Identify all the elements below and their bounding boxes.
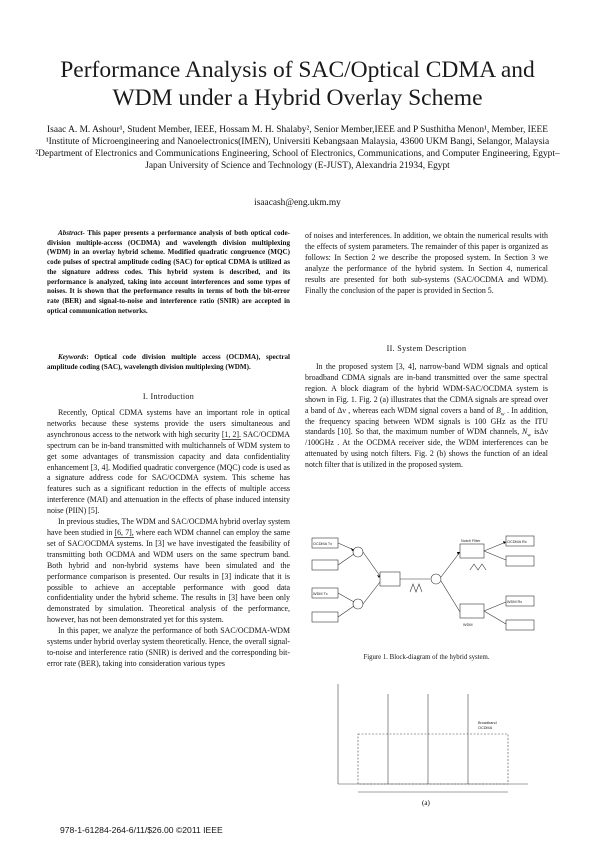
system-text-a: In the proposed system [3, 4], narrow-band WDM signals and optical broadband CDMA signals are in-band transmitted over the same spectral region. A block diagram of the hybrid WDM-SAC/OCDMA system is shown in Fig. 1. Fig. 2 (a) illustrates that the CDMA signals are spread over a band of Δν , whereas each WDM signal covers a band of: [305, 362, 548, 415]
intro-p1-text-a: Recently, Optical CDMA systems have an important role in optical networks because these systems provide the users simultaneous and asynchronous access to the network with high security: [47, 408, 290, 439]
symbol-bw: B: [495, 405, 501, 415]
spectrum-sketch-2: [410, 584, 422, 592]
system-paragraph: [305, 362, 548, 471]
citation-link[interactable]: [6, 7],: [114, 527, 134, 537]
abstract-label: Abstract-: [58, 229, 85, 237]
intro-p2-text-a: In previous studies, The WDM and SAC/OCDMA hybrid overlay system have been studied in: [47, 517, 290, 537]
intro-p1-text-b: SAC/OCDMA spectrum can be in-band transmitted with multichannels of WDM system to get some advantages of transmission capacity and data confidentiality enhancement [3, 4]. Modified quadratic convergence (MQC) code is used as a signature address code for SAC/OCDMA system. This scheme has features such as a significant reduction in the effects of multiple access interference (MAI) and attenuation in the effects of phase induced intensity noise (PIIN) [5].: [47, 429, 290, 516]
symbol-nw-sub: w: [527, 433, 532, 440]
label-ocdma-tx: OCDMA Tx: [313, 542, 333, 546]
author-email[interactable]: isaacash@eng.ukm.my: [254, 198, 341, 208]
intro-paragraph-2: [47, 517, 290, 626]
abstract: [47, 229, 290, 316]
label-broadband: Broadband: [478, 721, 497, 725]
intro-paragraph-1: [47, 408, 290, 517]
symbol-nw: N: [522, 427, 528, 437]
keywords-label: Keywords: [58, 353, 87, 361]
intro-p2-text-b: where each WDM channel can employ the same set of SAC/OCDMA systems. In [3] we have investigated the feasibility of transmitting both OCDMA and WDM users on the same spectrum band. Both hybrid and non-hybrid systems have been simulated and the performance comparison is presented. Our results in [3] indicate that it is possible to achieve an acceptable performance with good data confidentiality under the hybrid scheme. The results in [3] have been only demonstrated by simulation. Theoretical analysis of the performance, however, has not been demonstrated yet for this system.: [47, 527, 290, 625]
block-wdm-demux: [460, 604, 484, 618]
column-left-body: [47, 408, 290, 670]
intro-paragraph-3: In this paper, we analyze the performance of both SAC/OCDMA-WDM systems under hybrid overlay system theoretically. Hence, the overall signal-to-noise and interference ratio (SNIR) is derived and the corresponding bit-error rate (BER), taking into consideration various types: [47, 626, 290, 668]
splitter: [431, 574, 441, 584]
author-block: [30, 124, 565, 172]
label-wdm: WDM: [463, 623, 473, 627]
spectrum-sketch-1: [470, 564, 486, 570]
symbol-bw-sub: w: [500, 411, 505, 418]
author-line: Isaac A. M. Ashour¹, Student Member, IEEE, Hossam M. H. Shalaby², Senior Member,IEEE and P Susthitha Menon¹, Member, IEEE: [47, 125, 548, 135]
figure-2a-sublabel: (a): [422, 799, 430, 807]
affiliation-1: ¹Institute of Microengineering and Nanoelectronics(IMEN), Universiti Kebangsaan Malaysia, 43600 UKM Bangi, Selangor, Malaysia: [45, 137, 550, 147]
column-right-body: [305, 362, 548, 471]
label-notch-filter: Notch Filter: [461, 539, 481, 543]
column-right-top: [305, 231, 548, 296]
label-wdm-tx: WDM Tx: [313, 592, 328, 596]
label-wdm-rx: WDM Rx: [507, 600, 523, 604]
page-footer: 978-1-61284-264-6/11/$26.00 ©2011 IEEE: [60, 825, 223, 835]
section-heading-intro: I. Introduction: [142, 392, 195, 401]
affiliation-2: ²Department of Electronics and Communications Engineering, School of Electronics, Communications, and Computer Engineering, Egypt–Japan University of Science and Technology (E-JUST), Alexandria 21934, Egypt: [35, 149, 560, 171]
label-ocdma: OCDMA: [478, 726, 493, 730]
figure-2a-spectrum: [318, 664, 538, 808]
coupler-2: [353, 599, 363, 609]
block-wdm-tx-2: [312, 612, 338, 622]
citation-link[interactable]: [1, 2].: [221, 429, 241, 439]
keywords: [47, 353, 290, 372]
block-notch-filter: [460, 544, 484, 558]
block-ocdma-tx-2: [312, 560, 338, 570]
broadband-ocdma-band: [358, 734, 508, 784]
label-ocdma-rx: OCDMA Rx: [507, 540, 527, 544]
system-text-c: isΔν /100GHz . At the OCDMA receiver side, the WDM interferences can be attenuated by using notch filters. Fig. 2 (b) shows the function of an ideal notch filter that is utilized in the proposed system.: [305, 427, 548, 470]
keywords-text: : Optical code division multiple access (OCDMA), spectral amplitude coding (SAC), wavelength division multiplexing (WDM).: [47, 353, 290, 371]
coupler-1: [353, 547, 363, 557]
section-heading-system: II. System Description: [386, 344, 467, 353]
system-text-b: . In addition, the frequency spacing between WDM signals is 100 GHz as the ITU standards [10]. So that, the maximum number of WDM channels,: [305, 405, 548, 437]
block-wdm-rx-2: [506, 620, 534, 630]
figure-1-caption: Figure 1. Block-diagram of the hybrid system.: [363, 654, 490, 661]
intro-continuation: of noises and interferences. In addition, we obtain the numerical results with the effects of system parameters. The remainder of this paper is organized as follows: In Section 2 we describe the proposed system. In Section 3 we analyze the performance of the hybrid system. In Section 4, numerical results are presented for both sub-systems (SAC/OCDMA and WDM). Finally the conclusion of the paper is provided in Section 5.: [305, 231, 548, 295]
figure-1-block-diagram: [310, 532, 543, 650]
block-ocdma-rx-2: [506, 556, 534, 566]
abstract-text: This paper presents a performance analysis of both optical code-division multiple-access (OCDMA) and wavelength division multiplexing (WDM) in an overlay hybrid scheme. Modified quadratic congruence (MQC) code pulses of spectral amplitude coding (SAC) for optical CDMA is utilized as the signature address codes. This hybrid system is described, and its performance is analyzed, taking into account interferences and some types of noises. It is shown that the performance results in terms of both the bit-error rate (BER) and signal-to-noise and interference ratio (SNIR) are accepted in optical communication networks.: [47, 229, 290, 315]
block-combiner: [380, 572, 400, 586]
paper-title: Performance Analysis of SAC/Optical CDMA and WDM under a Hybrid Overlay Scheme: [60, 57, 535, 111]
